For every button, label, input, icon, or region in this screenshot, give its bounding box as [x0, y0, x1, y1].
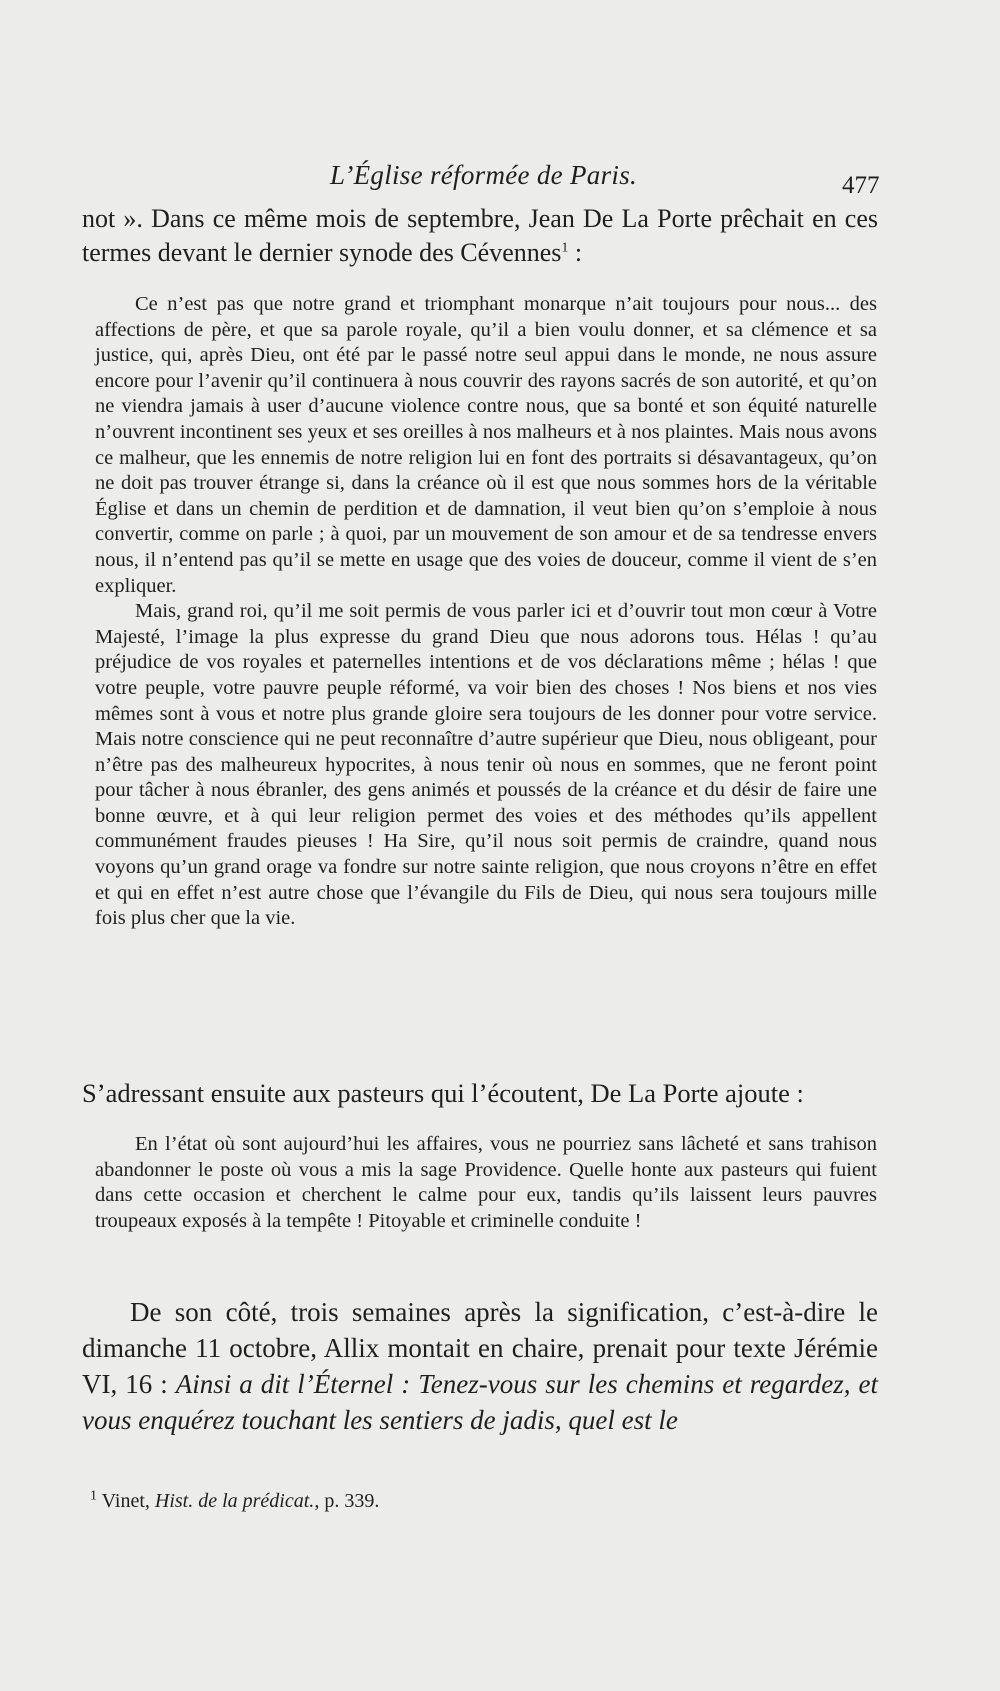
quotation-block-2 [95, 1132, 877, 1234]
quotation-1-paragraph-2-text: Mais, grand roi, qu’il me soit permis de vous parler ici et d’ouvrir tout mon cœur à Votre Majesté, l’image la plus expresse du grand Dieu que nous adorons tous. Hélas ! qu’au préjudice de vos royales et paternelles intentions et de vos déclarations même ; hélas ! que votre peuple, votre pauvre peuple réformé, va voir bien des choses ! Nos biens et nos vies mêmes sont à vous et notre plus grande gloire sera toujours de les donner pour votre service. Mais notre conscience qui ne peut reconnaître d’autre supérieur que Dieu, nous obligeant, pour n’être pas des malheureux hypocrites, à nous tenir où nous en sommes, que ne feront point pour tâcher à nous ébranler, des gens animés et poussés de la créance et du désir de faire une bonne œuvre, et à qui leur religion permet des voies et des méthodes qu’ils appellent communément fraudes pieuses ! Ha Sire, qu’il nous soit permis de craindre, quand nous voyons qu’un grand orage va fondre sur notre sainte religion, que nous croyons n’être en effet et qui en effet n’est autre chose que l’évangile du Fils de Dieu, qui nous sera toujours mille fois plus cher que la vie. [95, 600, 877, 930]
footnote-title: Hist. de la prédicat. [154, 1490, 315, 1512]
page-number: 477 [842, 172, 880, 199]
footnote-author: Vinet, [97, 1490, 155, 1512]
quotation-1-paragraph-1-text: Ce n’est pas que notre grand et triomphant monarque n’ait toujours pour nous... des affections de père, et que sa parole royale, qu’il a bien voulu donner, et sa clémence et sa justice, qui, après Dieu, ont été par le passé notre seul appui dans le monde, ne nous assure encore pour l’avenir qu’il continuera à nous couvrir des rayons sacrés de son autorité, et qu’on ne viendra jamais à user d’aucune violence contre nous, que sa bonté et son équité naturelle n’ouvrent incontinent ses yeux et ses oreilles à nos malheurs et à nos plaintes. Mais nous avons ce malheur, que les ennemis de notre religion lui en font des portraits si désavantageux, qu’on ne doit pas trouver étrange si, dans la créance où il est que nous sommes hors de la véritable Église et dans un chemin de perdition et de damnation, il veut bien qu’on s’emploie à nous convertir, comme on parle ; à quoi, par un mouvement de son amour et de sa tendresse envers nous, il n’entend pas qu’il se mette en usage que des voies de douceur, comme il vient de s’en expliquer. [95, 293, 877, 597]
footnote-reference: 1 [561, 240, 569, 256]
quotation-block-1 [95, 292, 877, 932]
intro-colon: : [568, 238, 583, 267]
intro-text: not ». Dans ce même mois de septembre, Jean De La Porte prêchait en ces termes devant le dernier synode des Cévennes [82, 204, 878, 267]
footnote [90, 1490, 880, 1513]
quotation-1-paragraph-2 [95, 599, 877, 932]
page-header [0, 160, 1000, 200]
bible-quotation: Ainsi a dit l’Éternel : Tenez-vous sur les chemins et regardez, et vous enquérez touchant les sentiers de jadis, quel est le [82, 1369, 878, 1435]
intro-paragraph [82, 202, 878, 270]
transition-paragraph: S’adressant ensuite aux pasteurs qui l’écoutent, De La Porte ajoute : [82, 1078, 804, 1108]
quotation-2-text: En l’état où sont aujourd’hui les affaires, vous ne pourriez sans lâcheté et sans trahison abandonner le poste où vous a mis la sage Providence. Quelle honte aux pasteurs qui fuient dans cette occasion et cherchent le calme pour eux, tandis qu’ils laissent leurs pauvres troupeaux exposés à la tempête ! Pitoyable et criminelle conduite ! [95, 1133, 877, 1232]
footnote-marker: 1 [90, 1488, 97, 1504]
footnote-page-ref: , p. 339. [314, 1490, 380, 1512]
final-paragraph-text: De son côté, trois semaines après la signification, c’est-à-dire le dimanche 11 octobre, Allix montait en chaire, prenait pour texte Jérémie VI, 16 : [82, 1297, 878, 1399]
final-paragraph [82, 1294, 878, 1438]
quotation-1-paragraph-1 [95, 292, 877, 599]
running-title: L’Église réformée de Paris. [330, 160, 638, 190]
